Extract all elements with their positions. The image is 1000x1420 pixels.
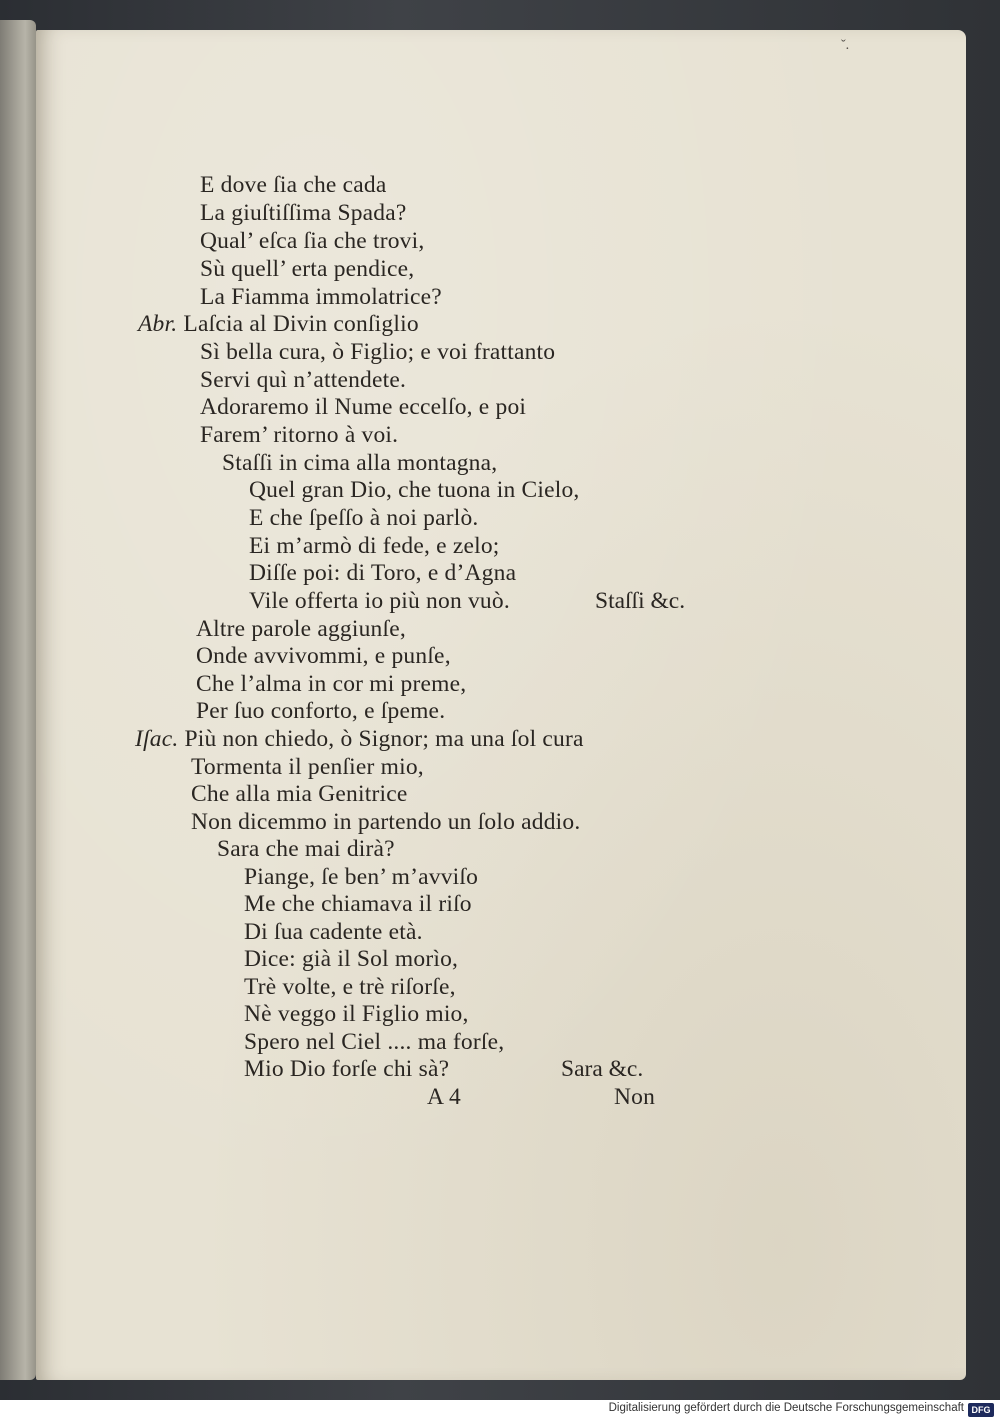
- verse-line: Farem’ ritorno à voi.: [200, 422, 399, 448]
- catchword: Non: [614, 1084, 656, 1110]
- aria-line: E che ſpeſſo à noi parlò.: [249, 505, 479, 531]
- verse-line: Che l’alma in cor mi preme,: [196, 671, 467, 697]
- verse-line: Qual’ eſca ſia che trovi,: [200, 228, 425, 254]
- verse-line: Per ſuo conforto, e ſpeme.: [196, 698, 446, 724]
- verse-line: Adoraremo il Nume eccelſo, e poi: [200, 394, 527, 420]
- verse-line: Iſac. Più non chiedo, ò Signor; ma una ſol cura: [135, 726, 584, 752]
- speaker-label: Iſac.: [135, 726, 179, 752]
- aria-line: Spero nel Ciel .... ma forſe,: [244, 1029, 505, 1055]
- aria-line: Quel gran Dio, che tuona in Cielo,: [249, 477, 580, 503]
- corner-mark: ˇ.: [841, 38, 850, 53]
- aria-line: Diſſe poi: di Toro, e d’Agna: [249, 560, 517, 586]
- verse-line: Tormenta il penſier mio,: [191, 754, 424, 780]
- verse-line: Sì bella cura, ò Figlio; e voi frattanto: [200, 339, 556, 365]
- dfg-logo-icon: DFG: [968, 1403, 994, 1417]
- aria-line: Mio Dio forſe chi sà?: [244, 1056, 450, 1082]
- aria-line: Sara che mai dirà?: [217, 836, 395, 862]
- da-capo-cue: Sara &c.: [561, 1056, 644, 1082]
- aria-line: Trè volte, e trè riſorſe,: [244, 974, 456, 1000]
- aria-line: Dice: già il Sol morìo,: [244, 946, 459, 972]
- verse-line: Non dicemmo in partendo un ſolo addio.: [191, 809, 581, 835]
- previous-page-edge: [0, 20, 36, 1380]
- verse-line: Sù quell’ erta pendice,: [200, 256, 415, 282]
- verse-line: Abr. Laſcia al Divin conſiglio: [138, 311, 419, 337]
- funding-notice: Digitalisierung gefördert durch die Deutsche Forschungsgemeinschaft: [608, 1402, 964, 1414]
- aria-line: Nè veggo il Figlio mio,: [244, 1001, 469, 1027]
- aria-line: Piange, ſe ben’ m’avviſo: [244, 864, 479, 890]
- verse-line: Che alla mia Genitrice: [191, 781, 408, 807]
- speaker-label: Abr.: [138, 311, 178, 337]
- verse-line: E dove ſia che cada: [200, 172, 387, 198]
- verse-line: Servi quì n’attendete.: [200, 367, 407, 393]
- aria-line: Di ſua cadente età.: [244, 919, 423, 945]
- verse-line: Onde avvivommi, e punſe,: [196, 643, 451, 669]
- verse-line: Altre parole aggiunſe,: [196, 616, 406, 642]
- footer-bar: [0, 1400, 1000, 1420]
- book-page: [36, 30, 966, 1380]
- signature-mark: A 4: [427, 1084, 461, 1110]
- verse-line: La giuſtiſſima Spada?: [200, 200, 407, 226]
- da-capo-cue: Staſſi &c.: [595, 588, 686, 614]
- aria-line: Me che chiamava il riſo: [244, 891, 472, 917]
- aria-line: Ei m’armò di fede, e zelo;: [249, 533, 500, 559]
- aria-line: Vile offerta io più non vuò.: [249, 588, 510, 614]
- verse-line: La Fiamma immolatrice?: [200, 284, 442, 310]
- aria-line: Staſſi in cima alla montagna,: [222, 450, 498, 476]
